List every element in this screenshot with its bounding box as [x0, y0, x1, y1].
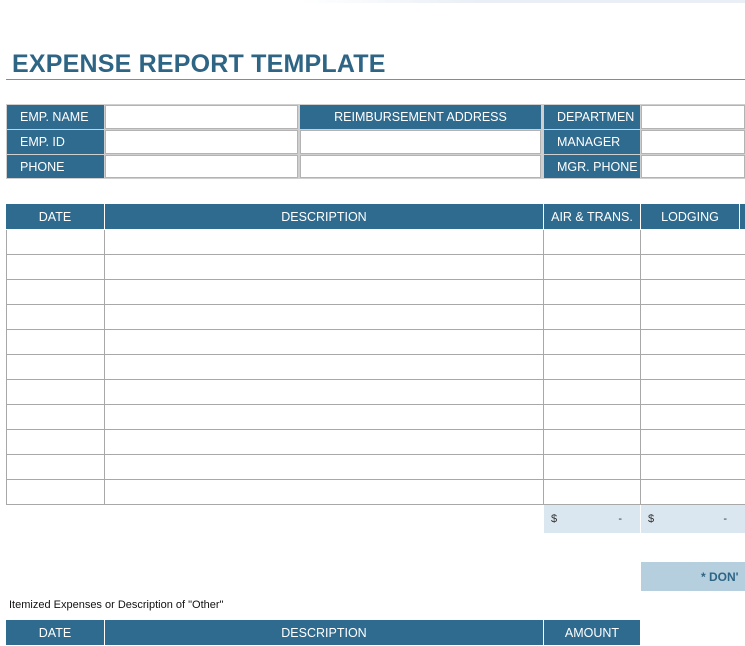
description-cell[interactable] [105, 330, 544, 355]
description-cell[interactable] [105, 480, 544, 505]
air-trans-cell[interactable] [544, 480, 641, 505]
air-trans-cell[interactable] [544, 230, 641, 255]
date-cell[interactable] [6, 355, 105, 380]
department-label: DEPARTMEN [544, 105, 640, 129]
itemized-col-description: DESCRIPTION [105, 620, 543, 645]
page-title: EXPENSE REPORT TEMPLATE [12, 50, 386, 78]
col-header-date: DATE [6, 204, 104, 229]
lodging-cell[interactable] [641, 430, 745, 455]
description-cell[interactable] [105, 430, 544, 455]
mgr-phone-field[interactable] [641, 155, 745, 178]
description-cell[interactable] [105, 405, 544, 430]
reimbursement-address-field-2[interactable] [300, 155, 541, 178]
lodging-cell[interactable] [641, 230, 745, 255]
col-header-lodging: LODGING [641, 204, 739, 229]
phone-label: PHONE [7, 155, 104, 178]
itemized-col-date: DATE [6, 620, 104, 645]
lodging-cell[interactable] [641, 255, 745, 280]
date-cell[interactable] [6, 230, 105, 255]
air-trans-cell[interactable] [544, 380, 641, 405]
air-trans-cell[interactable] [544, 430, 641, 455]
note-box: * DON' [641, 562, 745, 591]
total-lodging [641, 505, 745, 533]
date-cell[interactable] [6, 280, 105, 305]
date-cell[interactable] [6, 405, 105, 430]
lodging-cell[interactable] [641, 480, 745, 505]
date-cell[interactable] [6, 330, 105, 355]
lodging-cell[interactable] [641, 380, 745, 405]
total-air-trans [544, 505, 640, 533]
description-cell[interactable] [105, 455, 544, 480]
emp-name-label: EMP. NAME [7, 105, 104, 129]
description-cell[interactable] [105, 305, 544, 330]
air-trans-cell[interactable] [544, 355, 641, 380]
description-cell[interactable] [105, 255, 544, 280]
air-trans-cell[interactable] [544, 305, 641, 330]
description-cell[interactable] [105, 355, 544, 380]
phone-field[interactable] [105, 155, 298, 178]
total-value: - [723, 513, 727, 525]
air-trans-cell[interactable] [544, 330, 641, 355]
emp-id-field[interactable] [105, 130, 298, 154]
mgr-phone-label: MGR. PHONE [544, 155, 640, 178]
col-header-description: DESCRIPTION [105, 204, 543, 229]
currency-symbol: $ [648, 513, 655, 525]
description-cell[interactable] [105, 230, 544, 255]
emp-name-field[interactable] [105, 105, 298, 129]
lodging-cell[interactable] [641, 455, 745, 480]
lodging-cell[interactable] [641, 405, 745, 430]
date-cell[interactable] [6, 255, 105, 280]
emp-id-label: EMP. ID [7, 130, 104, 154]
air-trans-cell[interactable] [544, 255, 641, 280]
manager-label: MANAGER [544, 130, 640, 154]
date-cell[interactable] [6, 480, 105, 505]
itemized-col-amount: AMOUNT [544, 620, 640, 645]
top-decorative-strip [300, 0, 745, 3]
air-trans-cell[interactable] [544, 455, 641, 480]
lodging-cell[interactable] [641, 355, 745, 380]
reimbursement-address-label: REIMBURSEMENT ADDRESS [300, 105, 541, 129]
col-header-next [740, 204, 745, 229]
department-field[interactable] [641, 105, 745, 129]
currency-symbol: $ [551, 513, 558, 525]
lodging-cell[interactable] [641, 330, 745, 355]
col-header-air-trans: AIR & TRANS. [544, 204, 640, 229]
description-cell[interactable] [105, 380, 544, 405]
lodging-cell[interactable] [641, 305, 745, 330]
air-trans-cell[interactable] [544, 280, 641, 305]
manager-field[interactable] [641, 130, 745, 154]
description-cell[interactable] [105, 280, 544, 305]
date-cell[interactable] [6, 430, 105, 455]
date-cell[interactable] [6, 305, 105, 330]
reimbursement-address-field-1[interactable] [300, 130, 541, 154]
date-cell[interactable] [6, 380, 105, 405]
date-cell[interactable] [6, 455, 105, 480]
total-value: - [618, 513, 622, 525]
itemized-section-label: Itemized Expenses or Description of "Other" [9, 599, 224, 611]
title-divider [6, 79, 745, 80]
air-trans-cell[interactable] [544, 405, 641, 430]
lodging-cell[interactable] [641, 280, 745, 305]
